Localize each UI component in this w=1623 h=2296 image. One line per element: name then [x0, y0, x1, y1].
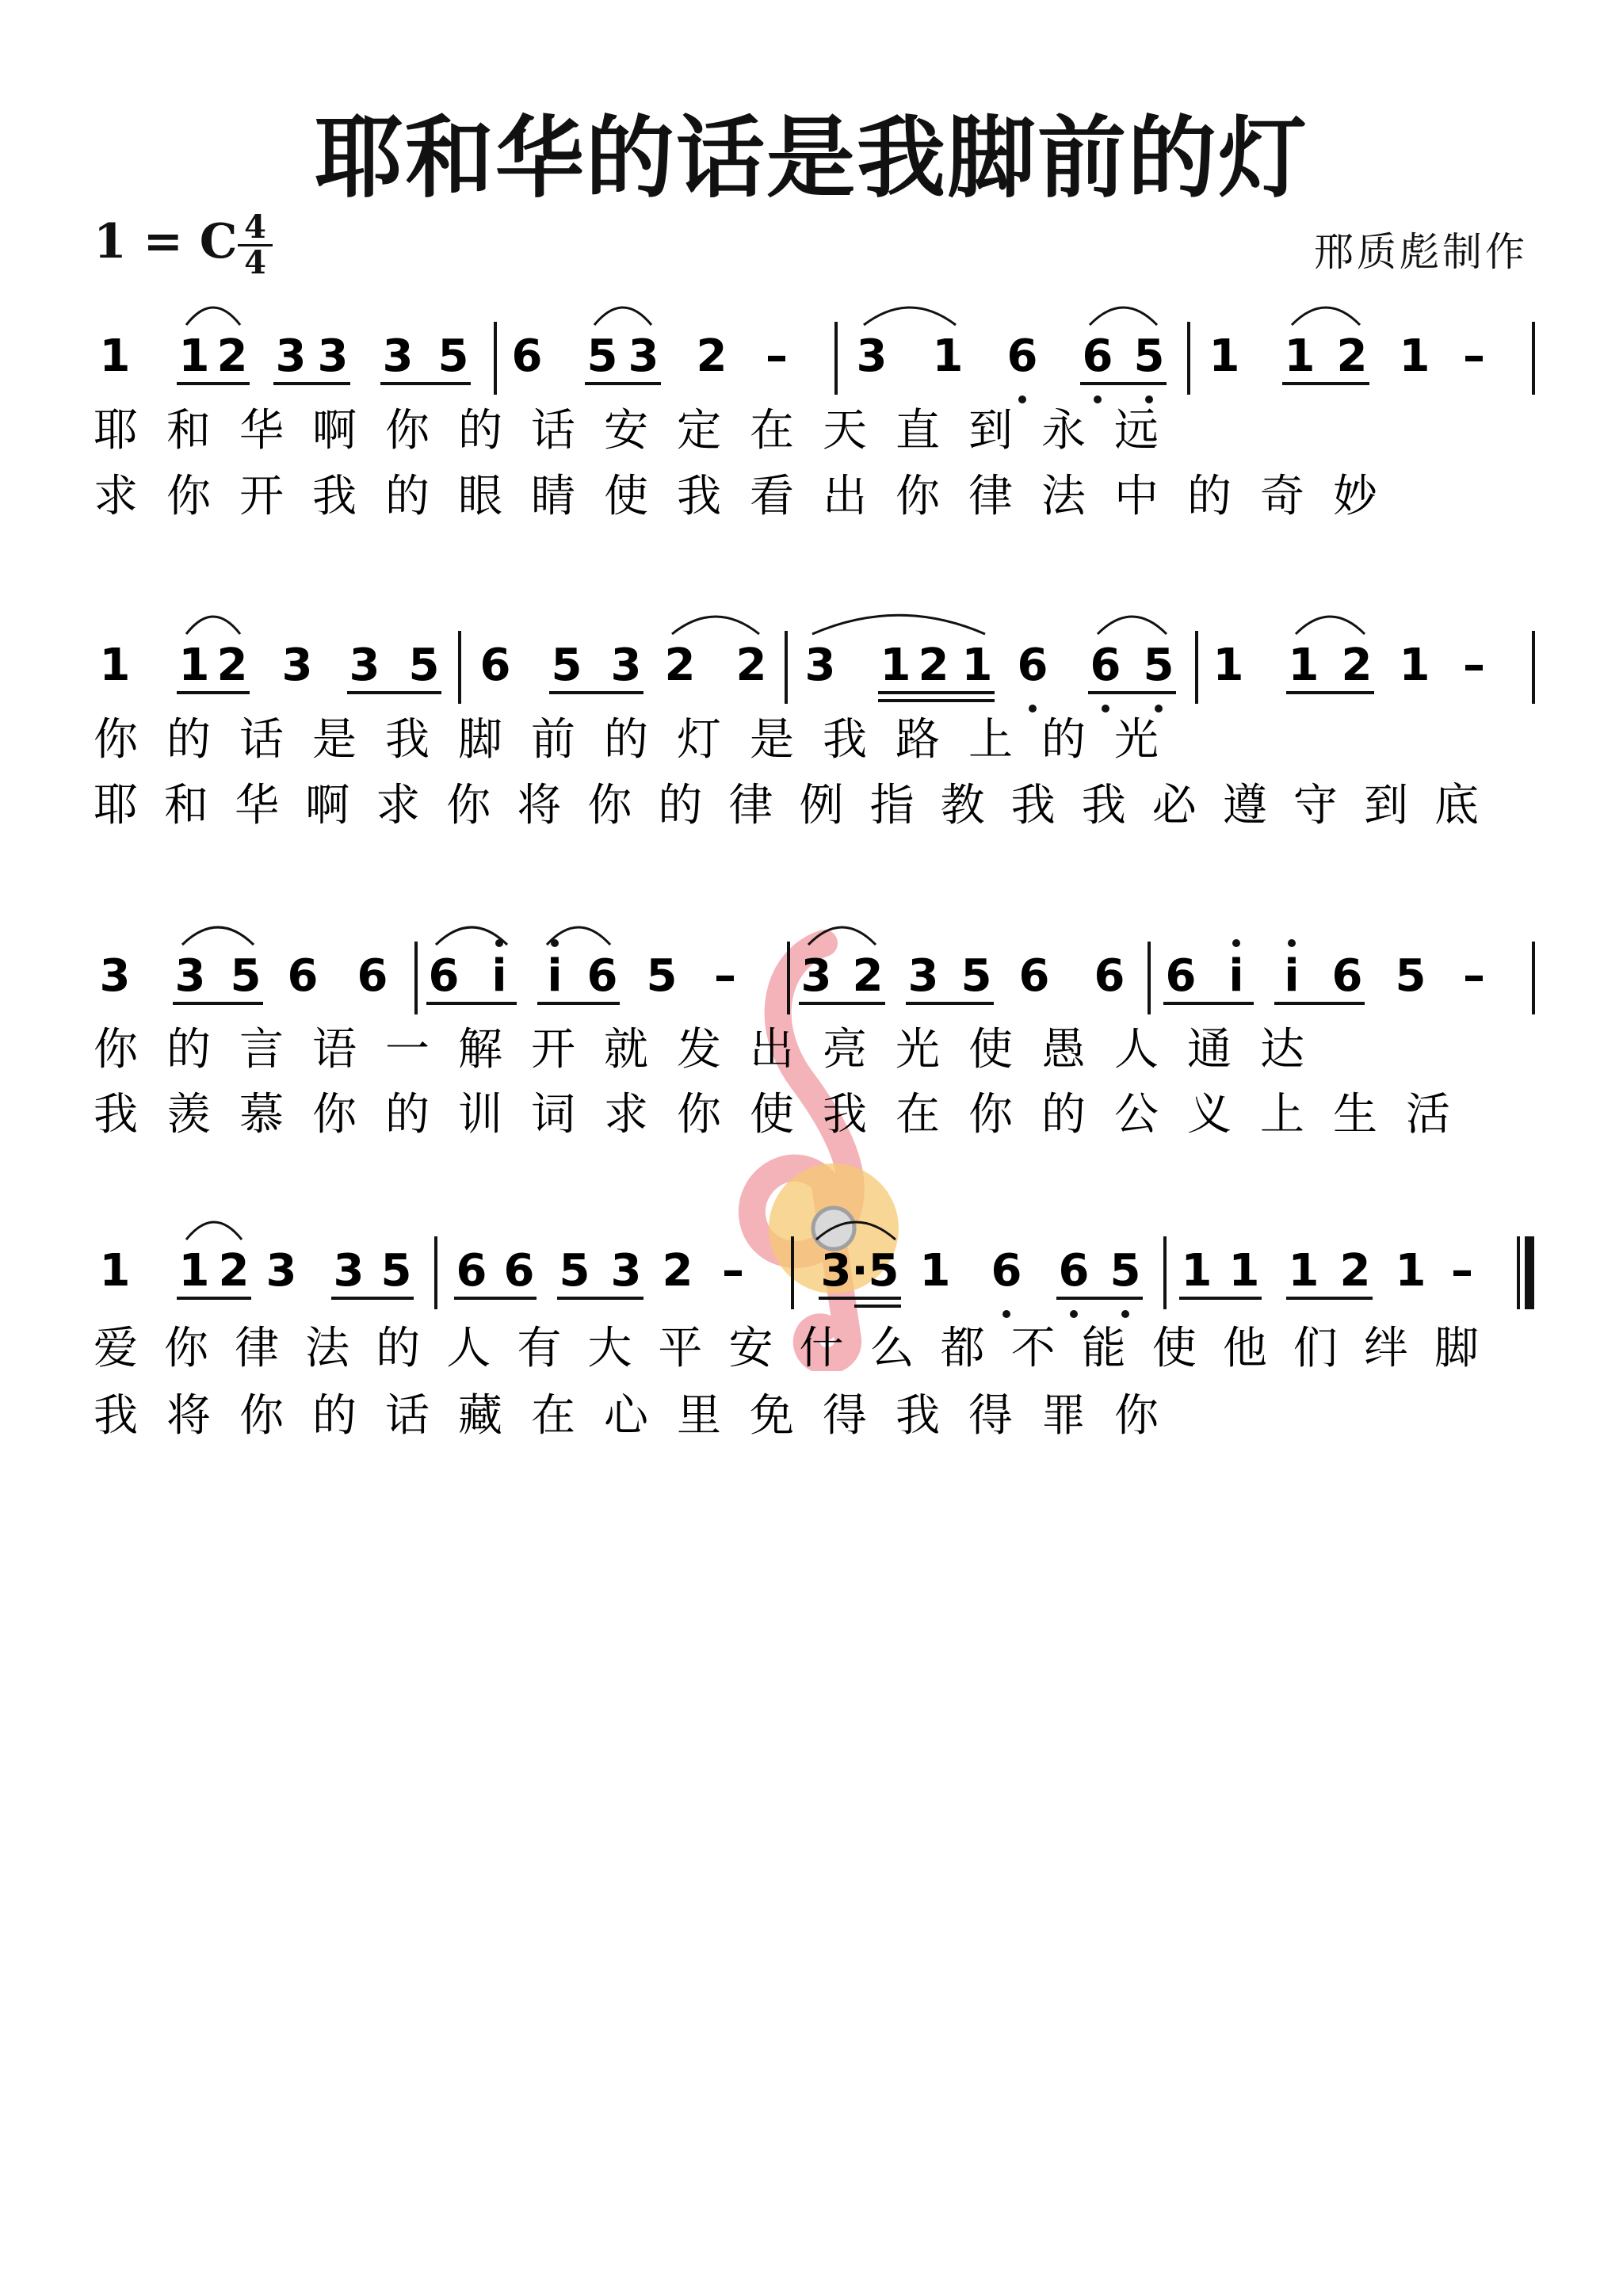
- lyric-verse1-char: 爱: [94, 1323, 138, 1374]
- note: 6: [1165, 950, 1197, 1002]
- lyric-verse2-char: 求: [604, 1089, 648, 1140]
- lyric-verse2-char: 话: [385, 1390, 430, 1442]
- lyric-verse2-char: 将: [166, 1390, 211, 1442]
- note: 2: [1341, 640, 1373, 691]
- note: 1: [99, 1245, 131, 1297]
- note: 6: [456, 1245, 487, 1297]
- lyric-verse1-char: 脚: [1434, 1323, 1479, 1374]
- note: 6: [357, 950, 388, 1002]
- lyric-verse1-char: 发: [677, 1024, 721, 1075]
- note: 1: [99, 330, 131, 382]
- lyric-verse2-char: 羡: [166, 1089, 211, 1140]
- note: 1: [178, 640, 210, 691]
- note: i: [547, 950, 563, 1002]
- note: 6: [1090, 640, 1121, 691]
- lyric-verse2-char: 遵: [1222, 780, 1267, 831]
- slur: [808, 927, 876, 945]
- lyric-verse1-char: 达: [1260, 1024, 1304, 1075]
- lyric-verse2-char: 的: [385, 1089, 430, 1140]
- slur: [672, 617, 759, 634]
- octave-dot-low: [1018, 395, 1026, 403]
- lyric-verse2-char: 将: [517, 780, 562, 831]
- lyric-verse1-char: 的: [166, 1024, 211, 1075]
- lyric-verse2-char: 律: [728, 780, 773, 831]
- lyric-verse1-char: 使: [968, 1024, 1013, 1075]
- note: 1: [1399, 640, 1430, 691]
- lyric-verse2-char: 法: [1041, 471, 1086, 522]
- slur: [1098, 617, 1167, 634]
- slur: [864, 308, 956, 325]
- note: 2: [852, 950, 884, 1002]
- lyric-verse2-char: 得: [968, 1390, 1013, 1442]
- lyric-verse2-char: 指: [869, 780, 915, 831]
- lyric-verse1-char: 通: [1187, 1024, 1232, 1075]
- lyric-verse2-char: 妙: [1333, 471, 1377, 522]
- lyric-verse2-char: 眼: [458, 471, 502, 522]
- note: –: [766, 330, 788, 382]
- lyric-verse1-char: 安: [728, 1323, 773, 1374]
- note: 5: [1109, 1245, 1141, 1297]
- lyric-verse1-char: 的: [604, 714, 648, 766]
- note: 1: [1209, 330, 1240, 382]
- lyric-verse2-char: 藏: [458, 1390, 502, 1442]
- lyric-verse2-char: 你: [587, 780, 632, 831]
- note: 5: [1133, 330, 1165, 382]
- lyric-verse2-char: 得: [823, 1390, 867, 1442]
- note: ·: [851, 1245, 869, 1297]
- note: 2: [662, 1245, 693, 1297]
- note: –: [1463, 950, 1485, 1002]
- note: 5: [960, 950, 992, 1002]
- lyric-verse1-char: 直: [896, 405, 940, 457]
- lyric-verse2-char: 我: [94, 1390, 138, 1442]
- note: 2: [1339, 1245, 1371, 1297]
- slur: [1296, 617, 1365, 634]
- note: 6: [511, 330, 543, 382]
- note: 1: [178, 1245, 210, 1297]
- note: 3: [628, 330, 659, 382]
- lyric-verse2-char: 奇: [1260, 471, 1304, 522]
- lyric-verse1-char: 愚: [1041, 1024, 1086, 1075]
- lyric-verse2-char: 的: [385, 471, 430, 522]
- lyric-verse1-char: 耶: [94, 405, 138, 457]
- slur: [182, 927, 254, 945]
- lyric-verse1-char: 你: [94, 714, 138, 766]
- lyric-verse1-char: 们: [1293, 1323, 1338, 1374]
- note: 5: [230, 950, 262, 1002]
- note: 3: [275, 330, 307, 382]
- lyric-verse1-char: 解: [458, 1024, 502, 1075]
- note: 3: [349, 640, 380, 691]
- note: 1: [932, 330, 964, 382]
- note: 1: [1284, 330, 1316, 382]
- lyric-verse1-char: 天: [823, 405, 867, 457]
- note: 3: [281, 640, 313, 691]
- note: 1: [99, 640, 131, 691]
- lyric-verse2-char: 你: [166, 471, 211, 522]
- note: 6: [1018, 950, 1050, 1002]
- slur: [186, 308, 240, 325]
- note: 3: [174, 950, 206, 1002]
- lyric-verse1-char: 大: [587, 1323, 632, 1374]
- octave-dot-high: [1288, 939, 1296, 947]
- lyric-verse1-char: 亮: [823, 1024, 867, 1075]
- lyric-verse2-char: 和: [164, 780, 209, 831]
- lyric-verse1-char: 华: [239, 405, 284, 457]
- lyric-verse1-char: 话: [531, 405, 575, 457]
- note: 1: [1212, 640, 1244, 691]
- lyric-verse1-char: 语: [312, 1024, 357, 1075]
- lyric-verse2-char: 睛: [531, 471, 575, 522]
- note: 5: [1395, 950, 1426, 1002]
- lyric-verse2-char: 例: [799, 780, 844, 831]
- lyric-verse1-char: 的: [376, 1323, 421, 1374]
- octave-dot-low: [1155, 705, 1163, 712]
- octave-dot-low: [1070, 1310, 1078, 1318]
- note: i: [1228, 950, 1244, 1002]
- lyric-verse2-char: 你: [446, 780, 491, 831]
- lyric-verse1-char: 绊: [1363, 1323, 1408, 1374]
- note: 6: [1094, 950, 1125, 1002]
- octave-dot-low: [1002, 1310, 1010, 1318]
- lyric-verse1-char: 的: [458, 405, 502, 457]
- note: 1: [1288, 1245, 1319, 1297]
- lyric-verse2-char: 在: [531, 1390, 575, 1442]
- lyric-verse2-char: 的: [1187, 471, 1232, 522]
- lyric-verse1-char: 脚: [458, 714, 502, 766]
- note: 6: [1058, 1245, 1090, 1297]
- lyric-verse2-char: 啊: [305, 780, 350, 831]
- lyric-verse2-char: 律: [968, 471, 1013, 522]
- lyric-verse2-char: 的: [658, 780, 703, 831]
- lyric-verse1-char: 你: [164, 1323, 209, 1374]
- note: 5: [1143, 640, 1174, 691]
- lyric-verse2-char: 你: [896, 471, 940, 522]
- lyric-verse2-char: 公: [1114, 1089, 1159, 1140]
- lyric-verse1-char: 能: [1081, 1323, 1126, 1374]
- slur: [1292, 308, 1360, 325]
- note: 5: [437, 330, 469, 382]
- lyric-verse1-char: 到: [968, 405, 1013, 457]
- note: 2: [918, 640, 949, 691]
- note: –: [1463, 330, 1485, 382]
- lyric-verse1-char: 使: [1151, 1323, 1197, 1374]
- octave-dot-low: [1094, 395, 1102, 403]
- lyric-verse2-char: 我: [312, 471, 357, 522]
- octave-dot-low: [1145, 395, 1153, 403]
- note: 3: [610, 640, 642, 691]
- lyric-verse2-char: 词: [531, 1089, 575, 1140]
- slur: [816, 1222, 896, 1240]
- note: 6: [287, 950, 319, 1002]
- lyric-verse1-char: 啊: [312, 405, 357, 457]
- lyric-verse2-char: 罪: [1041, 1390, 1086, 1442]
- note: –: [722, 1245, 744, 1297]
- lyric-verse1-char: 平: [658, 1323, 703, 1374]
- lyric-verse2-char: 出: [823, 471, 867, 522]
- lyric-verse1-char: 有: [517, 1323, 562, 1374]
- lyric-verse1-char: 是: [312, 714, 357, 766]
- note: 5: [408, 640, 440, 691]
- lyric-verse2-char: 到: [1363, 780, 1408, 831]
- lyric-verse1-char: 在: [750, 405, 794, 457]
- note: 6: [1331, 950, 1363, 1002]
- lyric-verse2-char: 我: [1010, 780, 1056, 831]
- slur: [594, 308, 651, 325]
- note: 5: [586, 330, 618, 382]
- author-credit: 邢质彪制作: [1314, 229, 1528, 275]
- note: 6: [1017, 640, 1048, 691]
- note: 3: [317, 330, 349, 382]
- note: 3: [804, 640, 836, 691]
- lyric-verse1-char: 什: [799, 1323, 844, 1374]
- note: –: [1451, 1245, 1473, 1297]
- lyric-verse2-char: 看: [750, 471, 794, 522]
- lyric-verse2-char: 耶: [94, 780, 138, 831]
- note: 5: [551, 640, 582, 691]
- lyric-verse1-char: 我: [385, 714, 430, 766]
- note: 1: [178, 330, 210, 382]
- lyric-verse2-char: 义: [1187, 1089, 1232, 1140]
- time-signature-bottom: 4: [244, 244, 266, 281]
- lyric-verse1-char: 的: [166, 714, 211, 766]
- note: 1: [1288, 640, 1319, 691]
- lyric-verse1-char: 就: [604, 1024, 648, 1075]
- lyric-verse1-char: 他: [1222, 1323, 1267, 1374]
- lyric-verse1-char: 是: [750, 714, 794, 766]
- lyric-verse2-char: 里: [677, 1390, 721, 1442]
- lyric-verse2-char: 求: [376, 780, 421, 831]
- note: 1: [880, 640, 911, 691]
- note: 2: [1336, 330, 1368, 382]
- note: 2: [216, 330, 248, 382]
- lyric-verse2-char: 上: [1260, 1089, 1304, 1140]
- note: 3: [820, 1245, 852, 1297]
- lyric-verse2-char: 我: [94, 1089, 138, 1140]
- octave-dot-low: [1121, 1310, 1129, 1318]
- note: 1: [1395, 1245, 1426, 1297]
- lyric-verse1-char: 和: [166, 405, 211, 457]
- note: 6: [586, 950, 618, 1002]
- lyric-verse1-char: 定: [677, 405, 721, 457]
- lyric-verse1-char: 不: [1010, 1323, 1056, 1374]
- lyric-verse1-char: 的: [1041, 714, 1086, 766]
- lyric-verse2-char: 训: [458, 1089, 502, 1140]
- note: 1: [1181, 1245, 1212, 1297]
- lyric-verse1-char: 前: [531, 714, 575, 766]
- lyric-verse1-char: 都: [940, 1323, 985, 1374]
- lyric-verse1-char: 我: [823, 714, 867, 766]
- octave-dot-low: [1029, 705, 1037, 712]
- note: 1: [919, 1245, 951, 1297]
- lyric-verse2-char: 求: [94, 471, 138, 522]
- time-signature-top: 4: [244, 208, 266, 246]
- lyric-verse1-char: 上: [968, 714, 1013, 766]
- note: 3: [333, 1245, 365, 1297]
- lyric-verse2-char: 我: [896, 1390, 940, 1442]
- note: i: [491, 950, 507, 1002]
- note: 2: [218, 1245, 250, 1297]
- lyric-verse1-char: 言: [239, 1024, 284, 1075]
- note: 3: [907, 950, 939, 1002]
- lyric-verse1-char: 灯: [677, 714, 721, 766]
- note: 3: [99, 950, 131, 1002]
- note: 1: [1399, 330, 1430, 382]
- lyric-verse2-char: 生: [1333, 1089, 1377, 1140]
- octave-dot-low: [1102, 705, 1109, 712]
- lyric-verse2-char: 使: [750, 1089, 794, 1140]
- note: –: [1463, 640, 1485, 691]
- note: 3: [265, 1245, 297, 1297]
- note: 5: [380, 1245, 412, 1297]
- lyric-verse1-char: 人: [446, 1323, 491, 1374]
- note: 3: [610, 1245, 642, 1297]
- note: 6: [1006, 330, 1038, 382]
- lyric-verse2-char: 教: [940, 780, 985, 831]
- lyric-verse1-char: 安: [604, 405, 648, 457]
- lyric-verse1-char: 光: [1114, 714, 1159, 766]
- note: 5: [646, 950, 678, 1002]
- lyric-verse2-char: 守: [1293, 780, 1338, 831]
- note: i: [1284, 950, 1300, 1002]
- lyric-verse1-char: 人: [1114, 1024, 1159, 1075]
- lyric-verse2-char: 的: [312, 1390, 357, 1442]
- slur: [812, 615, 985, 634]
- lyric-verse1-char: 你: [385, 405, 430, 457]
- lyric-verse2-char: 使: [604, 471, 648, 522]
- lyric-verse2-char: 中: [1114, 471, 1159, 522]
- note: 2: [735, 640, 767, 691]
- lyric-verse1-char: 么: [869, 1323, 915, 1374]
- note: 3: [382, 330, 414, 382]
- note: 5: [868, 1245, 899, 1297]
- lyric-verse2-char: 我: [677, 471, 721, 522]
- lyric-verse2-char: 必: [1151, 780, 1197, 831]
- key-signature: 1 = C: [94, 214, 238, 269]
- lyric-verse2-char: 我: [823, 1089, 867, 1140]
- lyric-verse2-char: 的: [1041, 1089, 1086, 1140]
- lyric-verse2-char: 心: [604, 1390, 648, 1442]
- lyric-verse2-char: 你: [239, 1390, 284, 1442]
- lyric-verse2-char: 你: [968, 1089, 1013, 1140]
- lyric-verse1-char: 出: [750, 1024, 794, 1075]
- lyric-verse2-char: 慕: [239, 1089, 284, 1140]
- note: 3: [800, 950, 832, 1002]
- lyric-verse2-char: 底: [1434, 780, 1479, 831]
- note: 1: [1228, 1245, 1260, 1297]
- note: –: [714, 950, 736, 1002]
- note: 6: [479, 640, 511, 691]
- note: 5: [559, 1245, 590, 1297]
- lyric-verse1-char: 你: [94, 1024, 138, 1075]
- lyric-verse2-char: 你: [312, 1089, 357, 1140]
- note: 2: [216, 640, 248, 691]
- lyric-verse2-char: 免: [750, 1390, 794, 1442]
- song-title: 耶和华的话是我脚前的灯: [315, 107, 1308, 210]
- lyric-verse2-char: 活: [1406, 1089, 1450, 1140]
- lyric-verse2-char: 我: [1081, 780, 1126, 831]
- lyric-verse1-char: 光: [896, 1024, 940, 1075]
- lyric-verse1-char: 路: [896, 714, 940, 766]
- note: 6: [428, 950, 460, 1002]
- lyric-verse1-char: 开: [531, 1024, 575, 1075]
- note: 2: [696, 330, 727, 382]
- lyric-verse2-char: 在: [896, 1089, 940, 1140]
- lyric-verse1-char: 一: [385, 1024, 430, 1075]
- slur: [186, 617, 240, 634]
- lyric-verse2-char: 华: [235, 780, 280, 831]
- note: 6: [503, 1245, 535, 1297]
- lyric-verse1-char: 法: [305, 1323, 350, 1374]
- note: 1: [961, 640, 993, 691]
- octave-dot-high: [1232, 939, 1240, 947]
- note: 6: [991, 1245, 1022, 1297]
- slur: [1090, 308, 1157, 325]
- lyric-verse1-char: 远: [1114, 405, 1159, 457]
- lyric-verse2-char: 你: [677, 1089, 721, 1140]
- note: 6: [1082, 330, 1113, 382]
- note: 3: [856, 330, 888, 382]
- lyric-verse1-char: 永: [1041, 405, 1086, 457]
- lyric-verse2-char: 你: [1114, 1390, 1159, 1442]
- lyric-verse2-char: 开: [239, 471, 284, 522]
- slur: [186, 1222, 242, 1240]
- lyric-verse1-char: 话: [239, 714, 284, 766]
- note: 2: [664, 640, 696, 691]
- lyric-verse1-char: 律: [235, 1323, 280, 1374]
